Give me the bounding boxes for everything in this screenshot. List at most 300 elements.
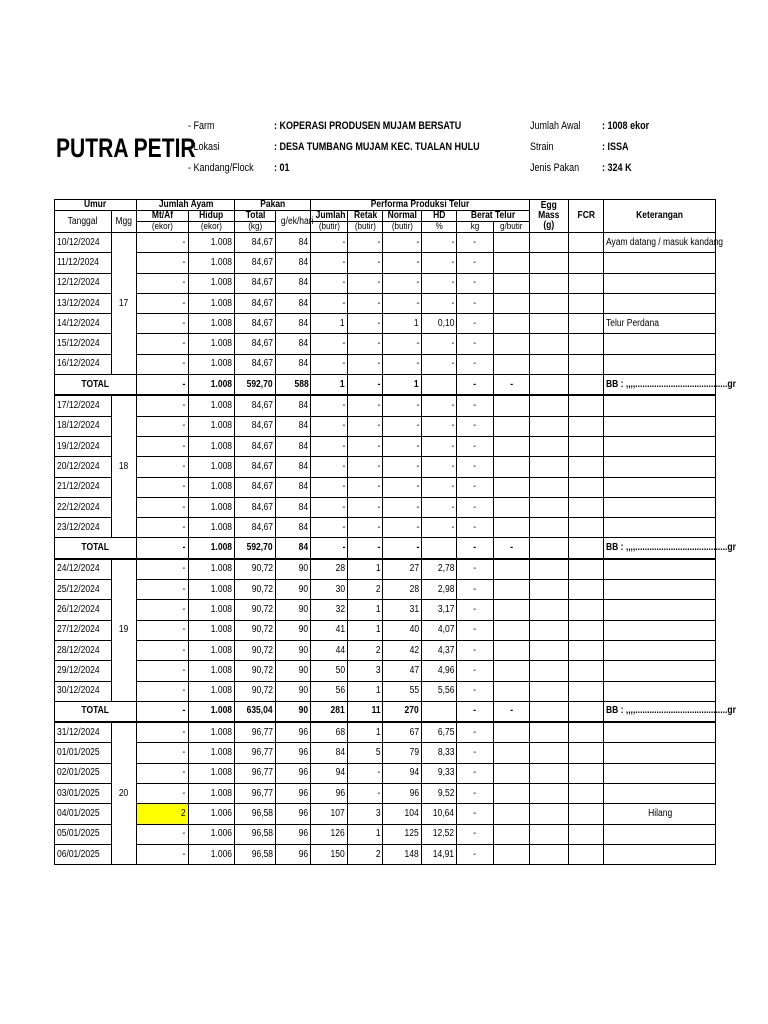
cell-total: 84,67 — [235, 253, 276, 273]
cell-jumlah: 30 — [311, 580, 347, 600]
total-row — [55, 538, 716, 559]
table-row — [55, 640, 716, 660]
cell-kg: - — [457, 354, 493, 374]
cell-gek: 84 — [275, 518, 310, 538]
cell-gek: 84 — [275, 457, 310, 477]
total-cell-hd — [421, 375, 456, 396]
cell-ket — [604, 580, 716, 600]
cell-ket: Telur Perdana — [604, 314, 716, 334]
cell-total-label: TOTAL — [55, 375, 137, 396]
cell-jumlah: - — [311, 457, 347, 477]
cell-hidup: 1.006 — [188, 824, 235, 844]
total-cell-retak: 11 — [347, 701, 382, 722]
cell-retak: - — [347, 477, 382, 497]
total-cell-jumlah: - — [311, 538, 347, 559]
info-left-labels — [188, 116, 254, 179]
cell-tanggal: 29/12/2024 — [55, 661, 112, 681]
table-row — [55, 416, 716, 436]
cell-normal: 55 — [383, 681, 422, 701]
cell-gbutir — [493, 640, 530, 660]
cell-hidup: 1.008 — [188, 395, 235, 416]
cell-gek: 96 — [275, 844, 310, 864]
cell-fcr — [568, 620, 603, 640]
cell-mtaf: - — [137, 580, 189, 600]
cell-mtaf: - — [137, 640, 189, 660]
cell-jumlah: 41 — [311, 620, 347, 640]
cell-gbutir — [493, 824, 530, 844]
cell-egg — [530, 580, 569, 600]
header-hidup: Hidup — [188, 211, 235, 222]
total-cell-hd — [421, 538, 456, 559]
cell-tanggal: 13/12/2024 — [55, 293, 112, 313]
cell-jumlah: 107 — [311, 804, 347, 824]
cell-gbutir — [493, 784, 530, 804]
cell-hidup: 1.006 — [188, 844, 235, 864]
info-label-farm: - Farm — [188, 120, 215, 132]
cell-jumlah: 28 — [311, 559, 347, 580]
cell-normal: - — [383, 233, 422, 253]
table-row — [55, 273, 716, 293]
cell-retak: - — [347, 273, 382, 293]
cell-kg: - — [457, 273, 493, 293]
header-retak: Retak — [347, 211, 382, 222]
cell-total: 84,67 — [235, 416, 276, 436]
table-row — [55, 436, 716, 456]
total-cell-jumlah: 1 — [311, 375, 347, 396]
cell-normal: - — [383, 477, 422, 497]
cell-ket — [604, 436, 716, 456]
header-berat-telur: Berat Telur — [457, 211, 530, 222]
cell-fcr — [568, 497, 603, 517]
cell-gbutir — [493, 620, 530, 640]
cell-ket — [604, 273, 716, 293]
cell-retak: - — [347, 334, 382, 354]
cell-egg — [530, 844, 569, 864]
cell-hidup: 1.008 — [188, 416, 235, 436]
cell-jumlah: 44 — [311, 640, 347, 660]
cell-kg: - — [457, 722, 493, 743]
cell-mtaf: - — [137, 824, 189, 844]
cell-tanggal: 15/12/2024 — [55, 334, 112, 354]
cell-mtaf: - — [137, 497, 189, 517]
cell-tanggal: 02/01/2025 — [55, 763, 112, 783]
header-mgg: Mgg — [111, 211, 136, 233]
cell-hd: - — [421, 497, 456, 517]
unit-butir-retak: (butir) — [347, 222, 382, 233]
cell-hidup: 1.008 — [188, 253, 235, 273]
cell-retak: 1 — [347, 681, 382, 701]
cell-gek: 84 — [275, 416, 310, 436]
cell-egg — [530, 273, 569, 293]
cell-jumlah: 1 — [311, 314, 347, 334]
cell-hd: 12,52 — [421, 824, 456, 844]
cell-retak: - — [347, 233, 382, 253]
cell-ket — [604, 518, 716, 538]
info-value-strain: : ISSA — [602, 141, 629, 153]
cell-tanggal: 17/12/2024 — [55, 395, 112, 416]
cell-gbutir — [493, 844, 530, 864]
cell-hd: 9,33 — [421, 763, 456, 783]
cell-normal: 28 — [383, 580, 422, 600]
cell-mtaf: - — [137, 661, 189, 681]
cell-tanggal: 21/12/2024 — [55, 477, 112, 497]
cell-retak: - — [347, 293, 382, 313]
total-cell-mtaf: - — [137, 538, 189, 559]
header-jumlah-ayam: Jumlah Ayam — [137, 200, 235, 211]
cell-jumlah: 96 — [311, 784, 347, 804]
cell-kg: - — [457, 253, 493, 273]
header-jumlah: Jumlah — [311, 211, 347, 222]
cell-mtaf: - — [137, 334, 189, 354]
total-cell-mtaf: - — [137, 701, 189, 722]
cell-fcr — [568, 722, 603, 743]
total-cell-gek: 588 — [275, 375, 310, 396]
cell-normal: 79 — [383, 743, 422, 763]
table-row — [55, 661, 716, 681]
cell-ket — [604, 784, 716, 804]
info-right-labels — [530, 116, 580, 179]
cell-total: 84,67 — [235, 497, 276, 517]
cell-mtaf: - — [137, 518, 189, 538]
table-row — [55, 457, 716, 477]
cell-hidup: 1.006 — [188, 804, 235, 824]
cell-normal: 31 — [383, 600, 422, 620]
header-egg-mass: Egg Mass (g) — [530, 200, 569, 233]
cell-gbutir — [493, 314, 530, 334]
cell-tanggal: 03/01/2025 — [55, 784, 112, 804]
total-cell-normal: 1 — [383, 375, 422, 396]
cell-hd: - — [421, 477, 456, 497]
cell-total: 96,77 — [235, 743, 276, 763]
total-cell-retak: - — [347, 538, 382, 559]
cell-ket — [604, 457, 716, 477]
cell-gbutir — [493, 253, 530, 273]
table-row — [55, 497, 716, 517]
cell-retak: - — [347, 253, 382, 273]
cell-gbutir — [493, 293, 530, 313]
cell-kg: - — [457, 743, 493, 763]
cell-tanggal: 24/12/2024 — [55, 559, 112, 580]
cell-total: 90,72 — [235, 600, 276, 620]
cell-gbutir — [493, 334, 530, 354]
cell-normal: - — [383, 395, 422, 416]
cell-egg — [530, 457, 569, 477]
cell-total: 84,67 — [235, 314, 276, 334]
cell-kg: - — [457, 395, 493, 416]
total-cell-fcr — [568, 538, 603, 559]
cell-ket — [604, 497, 716, 517]
total-cell-egg — [530, 538, 569, 559]
total-cell-total: 635,04 — [235, 701, 276, 722]
cell-hidup: 1.008 — [188, 559, 235, 580]
cell-mtaf: - — [137, 477, 189, 497]
cell-hd: 2,78 — [421, 559, 456, 580]
info-label-kandang: - Kandang/Flock — [188, 162, 254, 174]
total-row — [55, 701, 716, 722]
info-value-jenis-pakan: : 324 K — [602, 162, 632, 174]
cell-gbutir — [493, 580, 530, 600]
cell-gek: 84 — [275, 395, 310, 416]
cell-jumlah: - — [311, 395, 347, 416]
cell-retak: 2 — [347, 844, 382, 864]
cell-retak: - — [347, 395, 382, 416]
total-cell-gbutir: - — [493, 375, 530, 396]
cell-total: 90,72 — [235, 640, 276, 660]
cell-normal: - — [383, 457, 422, 477]
cell-fcr — [568, 273, 603, 293]
header-normal: Normal — [383, 211, 422, 222]
cell-kg: - — [457, 457, 493, 477]
cell-egg — [530, 354, 569, 374]
cell-kg: - — [457, 763, 493, 783]
total-cell-mtaf: - — [137, 375, 189, 396]
cell-tanggal: 23/12/2024 — [55, 518, 112, 538]
cell-mtaf: - — [137, 743, 189, 763]
total-cell-kg: - — [457, 701, 493, 722]
cell-kg: - — [457, 681, 493, 701]
cell-fcr — [568, 416, 603, 436]
unit-percent: % — [421, 222, 456, 233]
cell-hidup: 1.008 — [188, 722, 235, 743]
info-label-lokasi: - Lokasi — [188, 141, 220, 153]
cell-fcr — [568, 824, 603, 844]
cell-jumlah: - — [311, 273, 347, 293]
unit-ekor-mtaf: (ekor) — [137, 222, 189, 233]
info-value-kandang: : 01 — [274, 162, 290, 174]
cell-hidup: 1.008 — [188, 763, 235, 783]
cell-tanggal: 10/12/2024 — [55, 233, 112, 253]
cell-jumlah: - — [311, 334, 347, 354]
cell-retak: - — [347, 518, 382, 538]
table-row — [55, 743, 716, 763]
cell-retak: 1 — [347, 620, 382, 640]
cell-hidup: 1.008 — [188, 334, 235, 354]
cell-retak: 5 — [347, 743, 382, 763]
cell-retak: 1 — [347, 559, 382, 580]
cell-egg — [530, 824, 569, 844]
cell-hd: - — [421, 354, 456, 374]
cell-tanggal: 12/12/2024 — [55, 273, 112, 293]
cell-gbutir — [493, 559, 530, 580]
table-row — [55, 844, 716, 864]
cell-ket — [604, 395, 716, 416]
cell-hd: 4,37 — [421, 640, 456, 660]
cell-ket — [604, 640, 716, 660]
cell-hd: 4,07 — [421, 620, 456, 640]
cell-normal: - — [383, 293, 422, 313]
cell-egg — [530, 620, 569, 640]
cell-mtaf: - — [137, 844, 189, 864]
cell-normal: 96 — [383, 784, 422, 804]
cell-fcr — [568, 784, 603, 804]
cell-total: 96,58 — [235, 844, 276, 864]
cell-tanggal: 26/12/2024 — [55, 600, 112, 620]
cell-gbutir — [493, 273, 530, 293]
cell-mtaf: - — [137, 416, 189, 436]
total-cell-egg — [530, 701, 569, 722]
cell-kg: - — [457, 640, 493, 660]
cell-gbutir — [493, 497, 530, 517]
cell-fcr — [568, 477, 603, 497]
cell-mgg: 19 — [111, 559, 136, 702]
table-row — [55, 233, 716, 253]
cell-ket — [604, 661, 716, 681]
cell-jumlah: 84 — [311, 743, 347, 763]
table-row — [55, 763, 716, 783]
cell-hidup: 1.008 — [188, 600, 235, 620]
cell-total: 90,72 — [235, 580, 276, 600]
cell-mtaf: - — [137, 600, 189, 620]
cell-egg — [530, 784, 569, 804]
total-cell-hd — [421, 701, 456, 722]
cell-ket — [604, 416, 716, 436]
cell-normal: - — [383, 334, 422, 354]
cell-egg — [530, 661, 569, 681]
cell-kg: - — [457, 416, 493, 436]
cell-normal: 104 — [383, 804, 422, 824]
cell-ket — [604, 334, 716, 354]
unit-butir-jumlah: (butir) — [311, 222, 347, 233]
cell-egg — [530, 681, 569, 701]
cell-normal: 94 — [383, 763, 422, 783]
cell-gek: 84 — [275, 314, 310, 334]
cell-kg: - — [457, 824, 493, 844]
table-row — [55, 395, 716, 416]
cell-fcr — [568, 600, 603, 620]
cell-fcr — [568, 661, 603, 681]
unit-kg: kg — [457, 222, 493, 233]
cell-egg — [530, 293, 569, 313]
info-right-values — [602, 116, 649, 179]
cell-kg: - — [457, 497, 493, 517]
table-row — [55, 600, 716, 620]
cell-tanggal: 20/12/2024 — [55, 457, 112, 477]
cell-fcr — [568, 395, 603, 416]
cell-normal: 40 — [383, 620, 422, 640]
cell-gek: 84 — [275, 273, 310, 293]
cell-hidup: 1.008 — [188, 233, 235, 253]
cell-normal: 42 — [383, 640, 422, 660]
cell-egg — [530, 314, 569, 334]
cell-ket — [604, 354, 716, 374]
info-left-values — [274, 116, 480, 179]
cell-fcr — [568, 253, 603, 273]
total-cell-gbutir: - — [493, 701, 530, 722]
cell-total: 96,58 — [235, 804, 276, 824]
cell-gbutir — [493, 600, 530, 620]
cell-hd: - — [421, 334, 456, 354]
cell-kg: - — [457, 600, 493, 620]
cell-kg: - — [457, 844, 493, 864]
cell-kg: - — [457, 804, 493, 824]
cell-normal: - — [383, 518, 422, 538]
info-label-jenis-pakan: Jenis Pakan — [530, 162, 580, 174]
cell-gek: 96 — [275, 743, 310, 763]
cell-retak: - — [347, 314, 382, 334]
cell-retak: 1 — [347, 722, 382, 743]
cell-gbutir — [493, 681, 530, 701]
cell-hidup: 1.008 — [188, 273, 235, 293]
info-value-farm: : KOPERASI PRODUSEN MUJAM BERSATU — [274, 120, 462, 132]
cell-ket — [604, 477, 716, 497]
brand-title: PUTRA PETIR — [56, 133, 196, 163]
cell-gbutir — [493, 763, 530, 783]
cell-fcr — [568, 518, 603, 538]
table-row — [55, 620, 716, 640]
cell-mtaf: - — [137, 784, 189, 804]
cell-kg: - — [457, 580, 493, 600]
total-cell-fcr — [568, 375, 603, 396]
cell-ket — [604, 743, 716, 763]
cell-tanggal: 04/01/2025 — [55, 804, 112, 824]
cell-mtaf: - — [137, 354, 189, 374]
cell-ket — [604, 844, 716, 864]
cell-ket — [604, 620, 716, 640]
cell-ket — [604, 559, 716, 580]
table-row — [55, 293, 716, 313]
cell-total: 84,67 — [235, 233, 276, 253]
cell-gbutir — [493, 416, 530, 436]
cell-hd: 4,96 — [421, 661, 456, 681]
cell-hidup: 1.008 — [188, 518, 235, 538]
info-value-jumlah-awal: : 1008 ekor — [602, 120, 650, 132]
cell-fcr — [568, 559, 603, 580]
cell-hd: - — [421, 416, 456, 436]
cell-jumlah: - — [311, 477, 347, 497]
cell-hidup: 1.008 — [188, 620, 235, 640]
cell-hidup: 1.008 — [188, 580, 235, 600]
cell-gek: 84 — [275, 253, 310, 273]
cell-egg — [530, 477, 569, 497]
cell-mtaf: - — [137, 681, 189, 701]
cell-hd: - — [421, 457, 456, 477]
cell-jumlah: - — [311, 233, 347, 253]
header-keterangan: Keterangan — [604, 200, 716, 233]
cell-jumlah: - — [311, 354, 347, 374]
cell-hd: 2,98 — [421, 580, 456, 600]
cell-hd: - — [421, 293, 456, 313]
cell-total: 84,67 — [235, 273, 276, 293]
cell-retak: - — [347, 763, 382, 783]
cell-ket — [604, 253, 716, 273]
cell-kg: - — [457, 293, 493, 313]
cell-jumlah: 126 — [311, 824, 347, 844]
header-pakan: Pakan — [235, 200, 311, 211]
cell-retak: 2 — [347, 640, 382, 660]
cell-fcr — [568, 681, 603, 701]
cell-mgg: 18 — [111, 395, 136, 538]
total-cell-ket: BB : ,,,,.......................................gr — [604, 538, 716, 559]
total-cell-egg — [530, 375, 569, 396]
cell-fcr — [568, 804, 603, 824]
cell-egg — [530, 233, 569, 253]
cell-tanggal: 28/12/2024 — [55, 640, 112, 660]
header-umur: Umur — [55, 200, 137, 211]
cell-hidup: 1.008 — [188, 743, 235, 763]
total-cell-total: 592,70 — [235, 538, 276, 559]
cell-normal: 27 — [383, 559, 422, 580]
total-cell-hidup: 1.008 — [188, 538, 235, 559]
cell-jumlah: 68 — [311, 722, 347, 743]
cell-hidup: 1.008 — [188, 784, 235, 804]
cell-gek: 90 — [275, 640, 310, 660]
cell-kg: - — [457, 314, 493, 334]
cell-retak: - — [347, 497, 382, 517]
cell-total: 84,67 — [235, 477, 276, 497]
cell-gbutir — [493, 477, 530, 497]
cell-total-label: TOTAL — [55, 701, 137, 722]
cell-fcr — [568, 334, 603, 354]
